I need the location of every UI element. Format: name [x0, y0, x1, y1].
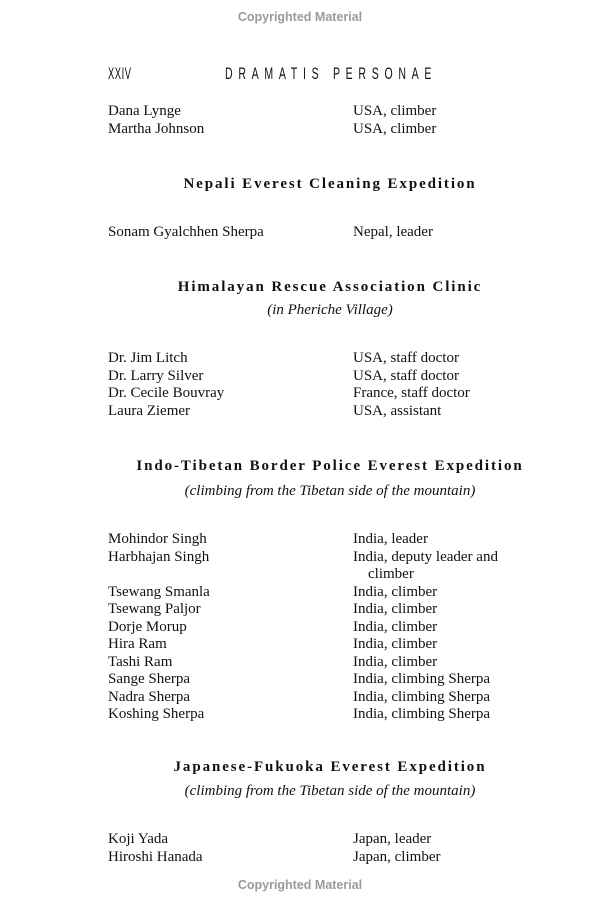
member-role: India, climbing Sherpa — [353, 688, 491, 705]
page-number: XXIV — [108, 64, 132, 83]
watermark-bottom: Copyrighted Material — [237, 878, 363, 892]
section-heading: Indo-Tibetan Border Police Everest Expedition — [136, 458, 524, 474]
member-name: Koshing Sherpa — [108, 706, 205, 722]
member-role: Japan, leader — [353, 831, 432, 847]
member-role: India, climber — [353, 583, 438, 600]
member-name: Martha Johnson — [108, 120, 205, 137]
member-name: Laura Ziemer — [108, 402, 191, 419]
member-name: Dr. Larry Silver — [108, 367, 204, 384]
member-role: India, climber — [353, 601, 438, 617]
member-role: India, climbing Sherpa — [353, 706, 491, 722]
member-name: Dr. Cecile Bouvray — [108, 385, 225, 401]
member-name: Dana Lynge — [108, 103, 181, 119]
section-heading: Himalayan Rescue Association Clinic — [177, 279, 483, 295]
member-name: Koji Yada — [108, 831, 169, 847]
member-name: Tsewang Paljor — [108, 601, 201, 617]
member-name: Sonam Gyalchhen Sherpa — [108, 224, 264, 240]
member-name: Nadra Sherpa — [108, 688, 191, 705]
member-role: USA, staff doctor — [353, 367, 459, 384]
member-role-continued: climber — [368, 566, 414, 582]
member-role: India, leader — [353, 531, 428, 547]
member-role: USA, climber — [353, 120, 437, 137]
member-role: France, staff doctor — [353, 385, 470, 401]
member-name: Harbhajan Singh — [108, 548, 210, 565]
member-name: Hiroshi Hanada — [108, 848, 203, 865]
member-name: Hira Ram — [108, 636, 167, 652]
member-role: Japan, climber — [353, 848, 441, 865]
member-role: Nepal, leader — [353, 224, 433, 240]
section-subtitle: (in Pheriche Village) — [267, 302, 393, 318]
member-role: India, climber — [353, 618, 438, 635]
section-subtitle: (climbing from the Tibetan side of the mountain) — [184, 783, 476, 799]
member-role: USA, assistant — [353, 402, 442, 419]
running-head: DRAMATIS PERSONAE — [225, 64, 438, 83]
member-name: Tashi Ram — [108, 653, 173, 670]
member-role: India, climber — [353, 636, 438, 652]
member-name: Sange Sherpa — [108, 671, 191, 687]
section-heading: Japanese-Fukuoka Everest Expedition — [173, 759, 487, 775]
member-role: India, deputy leader and — [353, 548, 498, 565]
member-name: Dorje Morup — [108, 618, 187, 635]
member-name: Tsewang Smanla — [108, 583, 210, 600]
member-role: India, climber — [353, 653, 438, 670]
member-name: Mohindor Singh — [108, 531, 207, 547]
member-role: USA, climber — [353, 103, 437, 119]
section-subtitle: (climbing from the Tibetan side of the mountain) — [184, 483, 476, 499]
member-name: Dr. Jim Litch — [108, 350, 188, 366]
section-heading: Nepali Everest Cleaning Expedition — [183, 176, 477, 192]
watermark-top: Copyrighted Material — [237, 10, 363, 24]
member-role: India, climbing Sherpa — [353, 671, 491, 687]
member-role: USA, staff doctor — [353, 350, 459, 366]
